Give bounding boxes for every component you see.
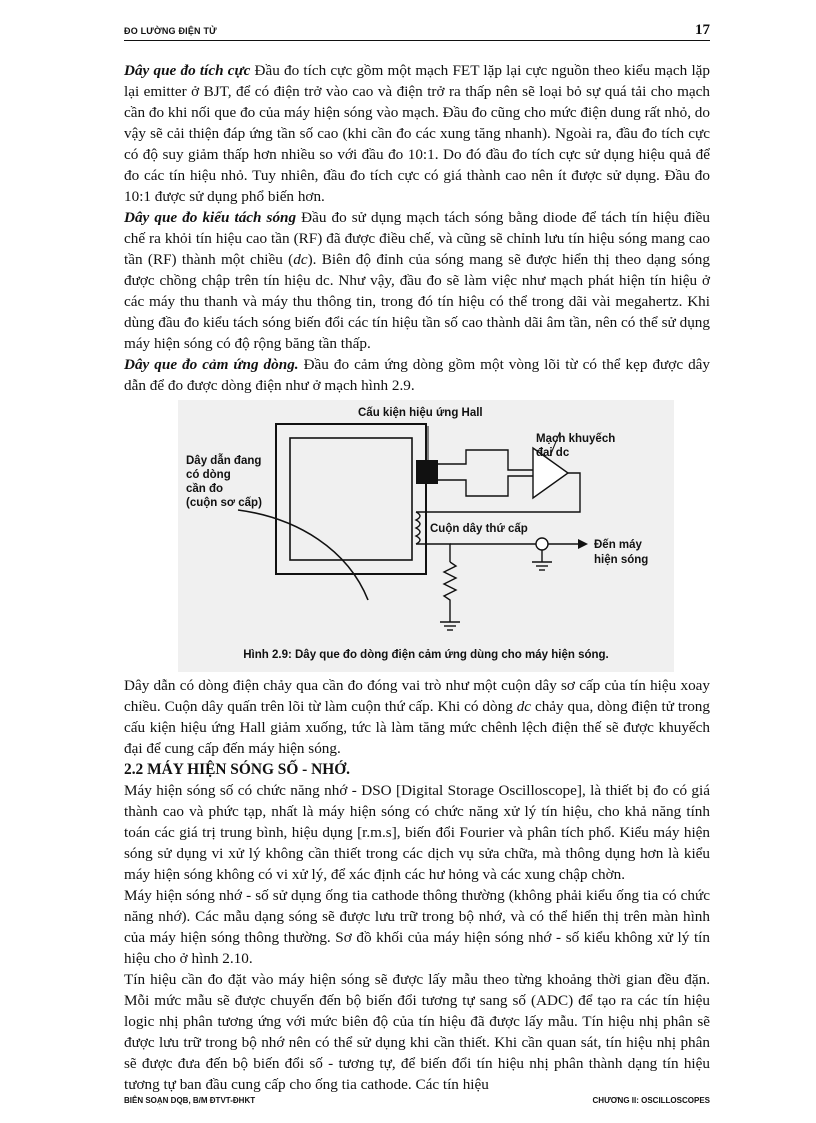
label-wire-4: (cuộn sơ cấp) bbox=[186, 497, 262, 509]
label-out-1: Đến máy bbox=[594, 539, 642, 551]
primary-wire bbox=[238, 510, 368, 600]
italic-term: dc bbox=[516, 698, 532, 715]
label-wire-1: Dây dẫn đang bbox=[186, 455, 262, 467]
label-secondary: Cuộn dây thứ cấp bbox=[430, 523, 528, 535]
paragraph-text: Đầu đo cảm ứng dòng gồm một vòng lõi từ có thể kẹp được dây dẫn để đo được dòng điện như ở mạch hình 2.9. bbox=[124, 356, 710, 394]
label-out-2: hiện sóng bbox=[594, 554, 649, 566]
secondary-coil bbox=[416, 512, 420, 544]
output-connector bbox=[536, 538, 548, 550]
resistor bbox=[444, 562, 456, 622]
page-footer bbox=[124, 1096, 710, 1105]
page-content bbox=[124, 60, 710, 1095]
paragraph-dso-crt: Máy hiện sóng nhớ - số sử dụng ống tia cathode thông thường (không phải kiểu ống tia có chức năng nhớ). Các mẫu dạng sóng sẽ được lưu trữ trong bộ nhớ, và có thể hiển thị trên màn hình của máy hiện sóng thông thường. Sơ đồ khối của máy hiện sóng nhớ - số kiểu không xử lý tín hiệu cho ở hình 2.10. bbox=[124, 887, 710, 967]
magnetic-core-inner bbox=[290, 438, 412, 560]
paragraph-text: Đầu đo tích cực gồm một mạch FET lặp lại cực nguồn theo kiểu mạch lặp lại emitter ở BJT, để có điện trở vào cao và điện trở ra thấp nên sẽ loại bỏ sự quá tải cho mạch cần đo khi nối que đo của máy hiện sóng vào mạch. Đầu đo cũng cho mức điện dung rất nhỏ, do vậy sẽ cải thiện đáp ứng tần số cao (khi cần đo các xung tăng nhanh). Ngoài ra, đầu đo tích cực có độ suy giảm thấp hơn nhiều so với đầu đo 10:1. Do đó đầu đo tích cực sử dụng hiệu quả để đo các tín hiệu nhỏ. Tuy nhiên, đầu đo tích cực có giá thành cao nên ít được sử dụng. Đầu đo 10:1 được sử dụng phổ biến hơn. bbox=[124, 62, 711, 205]
paragraph-text: Dây dẫn có dòng điện chảy qua cần đo đóng vai trò như một cuộn dây sơ cấp của tín hiệu xoay chiều. Cuộn dây quấn trên lõi từ làm cuộn thứ cấp. Khi có dòng bbox=[124, 677, 710, 715]
section-heading: 2.2 MÁY HIỆN SÓNG SỐ - NHỚ. bbox=[124, 761, 351, 778]
italic-term: dc bbox=[293, 251, 308, 268]
paragraph-explanation bbox=[124, 675, 710, 759]
paragraph-dso-sampling: Tín hiệu cần đo đặt vào máy hiện sóng sẽ được lấy mẫu theo từng khoảng thời gian đều đặn. Mỗi mức mẫu sẽ được chuyển đến bộ biến đổi tương tự sang số (ADC) để tạo ra các tín hiệu logic nhị phân tương ứng với mức biên độ của tín hiệu đã được lấy mẫu. Tín hiệu nhị phân sẽ được lưu trữ trong bộ nhớ nên có thể sử dụng khi cần thiết. Khi cần quan sát, tín hiệu nhị phân sẽ được đưa đến bộ biến đổi số - tương tự, để biến đổi tín hiệu nhị phân thành dạng tín hiệu tương tự ban đầu cung cấp cho ống tia cathode. Các tín hiệu bbox=[124, 971, 710, 1093]
paragraph-active-probe bbox=[124, 60, 710, 207]
hall-element bbox=[416, 460, 438, 484]
label-amp-1: Mạch khuyếch bbox=[536, 433, 616, 445]
label-wire-2: có dòng bbox=[186, 469, 231, 481]
paragraph-lead: Dây que đo kiểu tách sóng bbox=[124, 209, 297, 226]
header-title: ĐO LƯỜNG ĐIỆN TỬ bbox=[124, 26, 217, 36]
label-amp-2: đại dc bbox=[536, 447, 570, 459]
amp-input-wire-bottom bbox=[438, 476, 533, 496]
figure-current-probe bbox=[178, 400, 674, 672]
footer-right: CHƯƠNG II: OSCILLOSCOPES bbox=[592, 1096, 710, 1105]
amp-input-wire-top bbox=[438, 450, 533, 470]
output-arrow bbox=[578, 539, 588, 549]
label-wire-3: cần đo bbox=[186, 483, 224, 495]
paragraph-lead: Dây que đo tích cực bbox=[124, 62, 251, 79]
paragraph-detector-probe bbox=[124, 207, 710, 354]
paragraph-lead: Dây que đo cảm ứng dòng. bbox=[124, 356, 299, 373]
paragraph-text: Đầu đo sử dụng mạch tách sóng bằng diode để tách tín hiệu điều chế ra khỏi tín hiệu cao tần (RF) đã được điều chế, và cũng sẽ chỉnh lưu tín hiệu sóng mang cao tần (RF) thành một chiều ( bbox=[124, 209, 711, 268]
circuit-diagram bbox=[178, 400, 674, 672]
footer-left: BIÊN SOẠN DQB, B/M ĐTVT-ĐHKT bbox=[124, 1096, 256, 1105]
page-number: 17 bbox=[695, 22, 710, 38]
label-hall: Cấu kiện hiệu ứng Hall bbox=[358, 407, 483, 419]
coil-lead bbox=[416, 544, 450, 562]
paragraph-text: chảy qua, dòng điện tử trong cấu kiện hiệu ứng Hall giảm xuống, tức là làm tăng mức chênh lệch điện thế sẽ được khuyếch đại để cung cấp đến máy hiện sóng. bbox=[124, 698, 710, 757]
page-header bbox=[124, 22, 710, 41]
paragraph-current-probe bbox=[124, 354, 710, 396]
figure-caption: Hình 2.9: Dây que đo dòng điện cảm ứng dùng cho máy hiện sóng. bbox=[243, 649, 609, 661]
paragraph-text: ). Biên độ đỉnh của sóng mang sẽ được hiển thị theo dạng sóng được chồng chập trên tín hiệu dc. Như vậy, đầu đo sẽ làm việc như mạch phát hiện tín hiệu ở các máy thu thanh và máy thu thông tin, trong đó tín hiệu có thể trong dãi vài megahertz. Khi dùng đầu đo kiểu tách sóng biến đổi các tín hiệu tần số cao thành dãi âm tần, nên có thể sử dụng máy hiện sóng có độ rộng băng tần thấp. bbox=[124, 251, 710, 352]
magnetic-core-outer bbox=[276, 424, 426, 574]
paragraph-dso-intro: Máy hiện sóng số có chức năng nhớ - DSO [Digital Storage Oscilloscope], là thiết bị đo có giá thành cao và phức tạp, nhất là máy hiện sóng có chức năng xử lý tín hiệu, cho khả năng tính toán các giá trị trung bình, hiệu dụng [r.m.s], biến đổi Fourier và phân tích phổ. Kiểu máy hiện sóng sử dụng vi xử lý không cần thiết trong các dịch vụ sửa chữa, mà thông dụng hơn là kiểu máy hiện sóng không có vi xử lý, để xác định các hư hỏng và các xung chập chờn. bbox=[124, 782, 710, 883]
